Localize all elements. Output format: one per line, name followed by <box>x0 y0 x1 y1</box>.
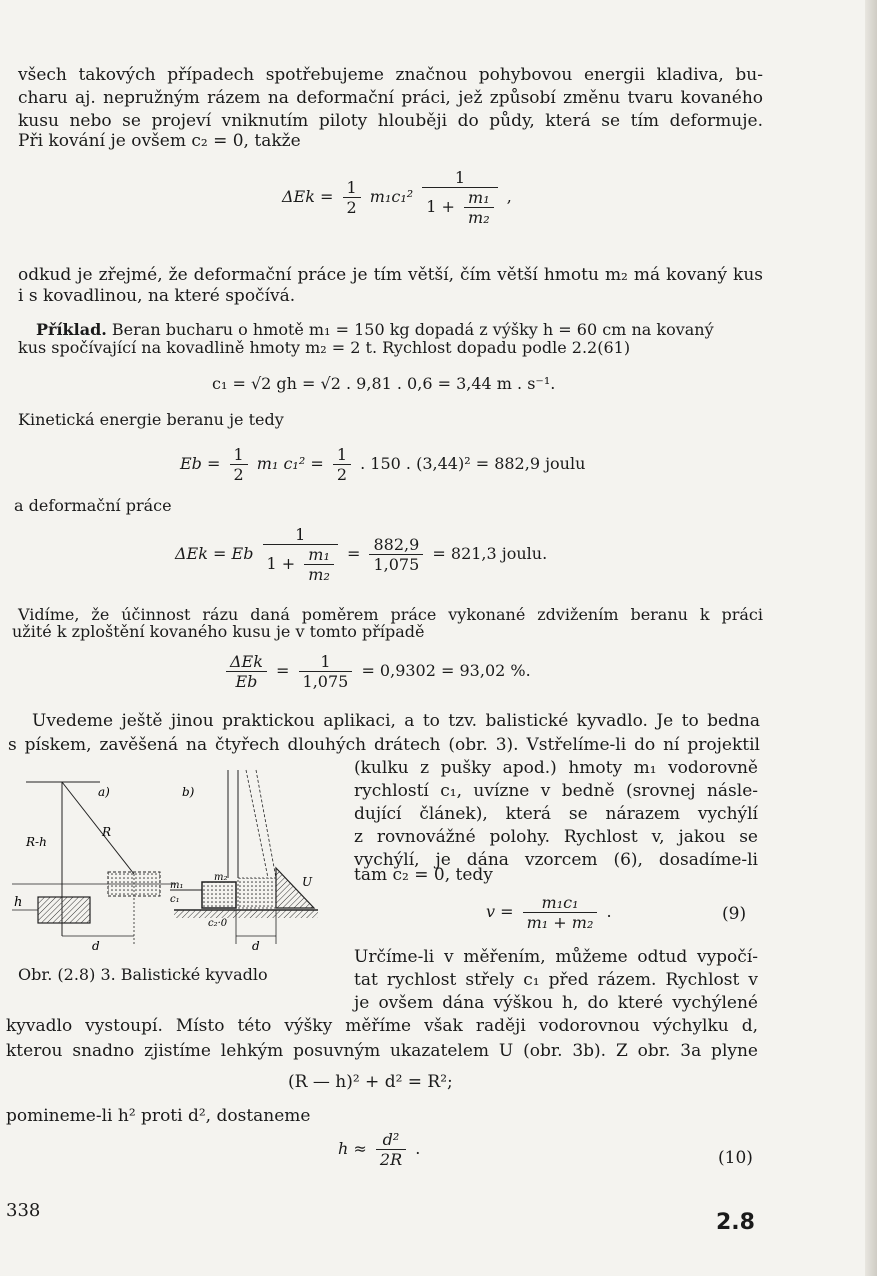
box-b-deflected <box>238 878 276 908</box>
eq1-fraction-ratio: 1 1 + $\frac{\text{m₁}}{\text{m₂}}$ <box>422 168 497 227</box>
paragraph-4-line-1: Uvedeme ještě jinou praktickou aplikaci, a to tzv. balistické kyvadlo. Je to bedna <box>32 711 760 731</box>
paragraph-4-right-2: rychlostí c₁, uvízne v bedně (srovnej násle- <box>354 781 758 801</box>
page-edge-shadow <box>865 0 877 1276</box>
paragraph-2-line-2: i s kovadlinou, na které spočívá. <box>18 286 296 306</box>
label-c1: c₁ <box>170 894 180 905</box>
box-b <box>202 882 236 908</box>
example-line-1: Příklad. Beran bucharu o hmotě m₁ = 150 kg dopadá z výšky h = 60 cm na kovaný <box>36 320 714 339</box>
example-label: Příklad. <box>36 320 107 339</box>
label-m1: m₁ <box>170 880 184 891</box>
equation-impact-velocity: c₁ = √2 gh = √2 . 9,81 . 0,6 = 3,44 m . s⁻¹. <box>212 374 556 393</box>
paragraph-3-line-2: užité k zploštění kovaného kusu je v tomto případě <box>12 622 425 641</box>
paragraph-6: pomineme-li h² proti d², dostaneme <box>6 1106 311 1126</box>
label-R: R <box>102 825 112 839</box>
paragraph-1-line-3: kusu nebo se projeví vniknutím piloty hlouběji do půdy, která se tím deformuje. <box>18 111 763 131</box>
paragraph-5-right-1: Určíme-li v měřením, můžeme odtud vypočí- <box>354 947 758 967</box>
equation-deformation-result: ΔEk = Eb 1 1 + $\frac{\text{m₁}}{\text{m₂}}$ = $\frac{882,9}{1,075}$ = 821,3 joulu. <box>175 525 548 584</box>
paragraph-4-right-4: z rovnovážné polohy. Rychlost v, jakou se <box>354 827 758 847</box>
equation-efficiency: $\frac{\text{ΔEk}}{Eb}$ = $\frac{1}{1,075}$ = 0,9302 = 93,02 %. <box>222 652 531 691</box>
equation-kinetic-energy: Eb = $\frac{1}{2}$ m₁ c₁² = $\frac{1}{2}$ . 150 . (3,44)² = 882,9 joulu <box>180 445 586 484</box>
paragraph-5-right-3: je ovšem dána výškou h, do které vychýlené <box>354 993 758 1013</box>
equation-pythagoras: (R — h)² + d² = R²; <box>288 1072 453 1092</box>
paragraph-4-right-3: dující článek), která se nárazem vychýlí <box>354 804 758 824</box>
page-number: 338 <box>6 1200 41 1221</box>
label-d-b: d <box>252 939 260 953</box>
equation-deformation-work <box>282 168 512 227</box>
label-U: U <box>302 875 313 889</box>
paragraph-4-right-5: vychýlí, je dána vzorcem (6), dosadíme-li <box>354 850 758 870</box>
paragraph-1-line-4: Při kování je ovšem c₂ = 0, takže <box>18 131 301 151</box>
deformation-work-label: a deformační práce <box>14 496 172 515</box>
example-line-2: kus spočívající na kovadlině hmoty m₂ = 2 t. Rychlost dopadu podle 2.2(61) <box>18 338 631 357</box>
eq1-lhs: ΔEk = <box>282 187 334 206</box>
paragraph-1-line-2: charu aj. nepružným rázem na deformační práci, jež způsobí změnu tvaru kovaného <box>18 88 763 108</box>
paragraph-1-line-1: všech takových případech spotřebujeme značnou pohybovou energii kladiva, bu- <box>18 65 763 85</box>
label-c2: c₂·0 <box>208 918 228 929</box>
ballistic-pendulum-figure <box>6 760 336 960</box>
equation-9-number: (9) <box>722 904 747 924</box>
eq1-mass-velocity: m₁c₁² <box>369 187 414 206</box>
section-number: 2.8 <box>716 1210 755 1235</box>
kinetic-energy-label: Kinetická energie beranu je tedy <box>18 410 284 429</box>
equation-10: h ≈ $\frac{\text{d²}}{2R}$ . <box>338 1130 421 1169</box>
paragraph-4-right-6: tam c₂ = 0, tedy <box>354 865 493 885</box>
paragraph-2-line-1: odkud je zřejmé, že deformační práce je tím větší, čím větší hmotu m₂ má kovaný kus <box>18 265 763 285</box>
paragraph-5-line-2: kterou snadno zjistíme lehkým posuvným ukazatelem U (obr. 3b). Z obr. 3a plyne <box>6 1041 758 1061</box>
paragraph-5-right-2: tat rychlost střely c₁ před rázem. Rychlost v <box>354 970 758 990</box>
label-d-a: d <box>92 939 100 953</box>
paragraph-4-right-1: (kulku z pušky apod.) hmoty m₁ vodorovně <box>354 758 758 778</box>
figure-caption: Obr. (2.8) 3. Balistické kyvadlo <box>18 965 268 984</box>
label-b: b) <box>182 785 195 799</box>
label-a: a) <box>98 785 110 799</box>
label-h: h <box>14 895 23 910</box>
paragraph-4-line-2: s pískem, zavěšená na čtyřech dlouhých drátech (obr. 3). Vstřelíme-li do ní projektil <box>8 735 760 755</box>
string-b-4 <box>256 770 276 878</box>
equation-9: v = $\frac{\text{m₁c₁}}{\text{m₁ + m₂}}$ . <box>486 893 612 932</box>
paragraph-3-line-1: Vidíme, že účinnost rázu daná poměrem práce vykonané zdvižením beranu k práci <box>18 605 763 624</box>
paragraph-5-line-1: kyvadlo vystoupí. Místo této výšky měříme však raději vodorovnou výchylku d, <box>6 1016 758 1036</box>
label-m2: m₂ <box>214 872 228 883</box>
string-b-3 <box>246 770 268 878</box>
eq1-comma: , <box>506 187 512 206</box>
equation-10-number: (10) <box>718 1148 753 1168</box>
box-rest <box>38 897 90 923</box>
eq1-fraction-half: $\frac{1}{2}$ <box>343 178 361 217</box>
label-R-minus-h: R-h <box>26 835 47 849</box>
floor-hatch <box>174 910 318 918</box>
